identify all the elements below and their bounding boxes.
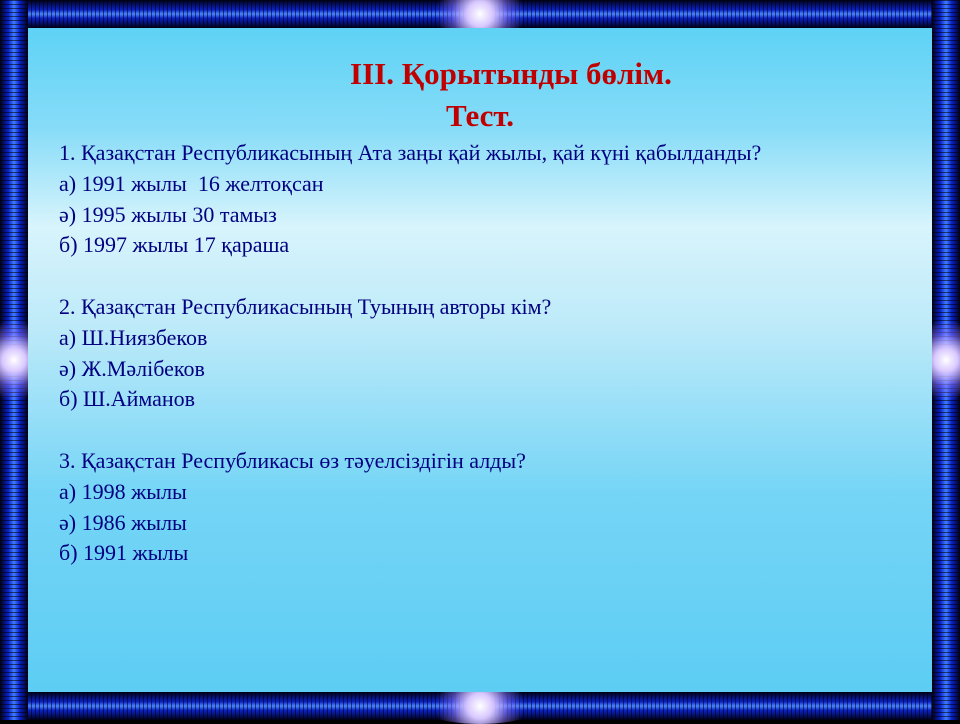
sparkle-decoration <box>420 688 540 724</box>
answer-option: а) 1991 жылы 16 желтоқсан <box>59 170 324 196</box>
answer-option: б) 1997 жылы 17 қараша <box>59 232 290 258</box>
question-block <box>59 292 919 415</box>
question-text: 2. Қазақстан Республикасының Туының авторы кім? <box>59 293 552 319</box>
slide-subtitle: Тест. <box>446 98 515 133</box>
question-text: 3. Қазақстан Республикасы өз тәуелсіздігін алды? <box>59 447 526 473</box>
answer-option: а) 1998 жылы <box>59 478 187 504</box>
answer-option: б) 1991 жылы <box>59 540 189 566</box>
answer-option: а) Ш.Ниязбеков <box>59 324 208 350</box>
answer-option: ә) Ж.Мәлібеков <box>59 355 205 381</box>
question-block <box>59 446 919 569</box>
question-block <box>59 138 919 261</box>
question-text: 1. Қазақстан Республикасының Ата заңы қай жылы, қай күні қабылданды? <box>59 140 762 165</box>
sparkle-decoration <box>928 305 960 415</box>
test-content <box>59 138 919 569</box>
answer-option: ә) 1995 жылы 30 тамыз <box>59 201 277 227</box>
answer-option: ә) 1986 жылы <box>59 509 187 535</box>
slide-title: III. Қорытынды бөлім. <box>350 56 672 91</box>
answer-option: б) Ш.Айманов <box>59 386 196 412</box>
